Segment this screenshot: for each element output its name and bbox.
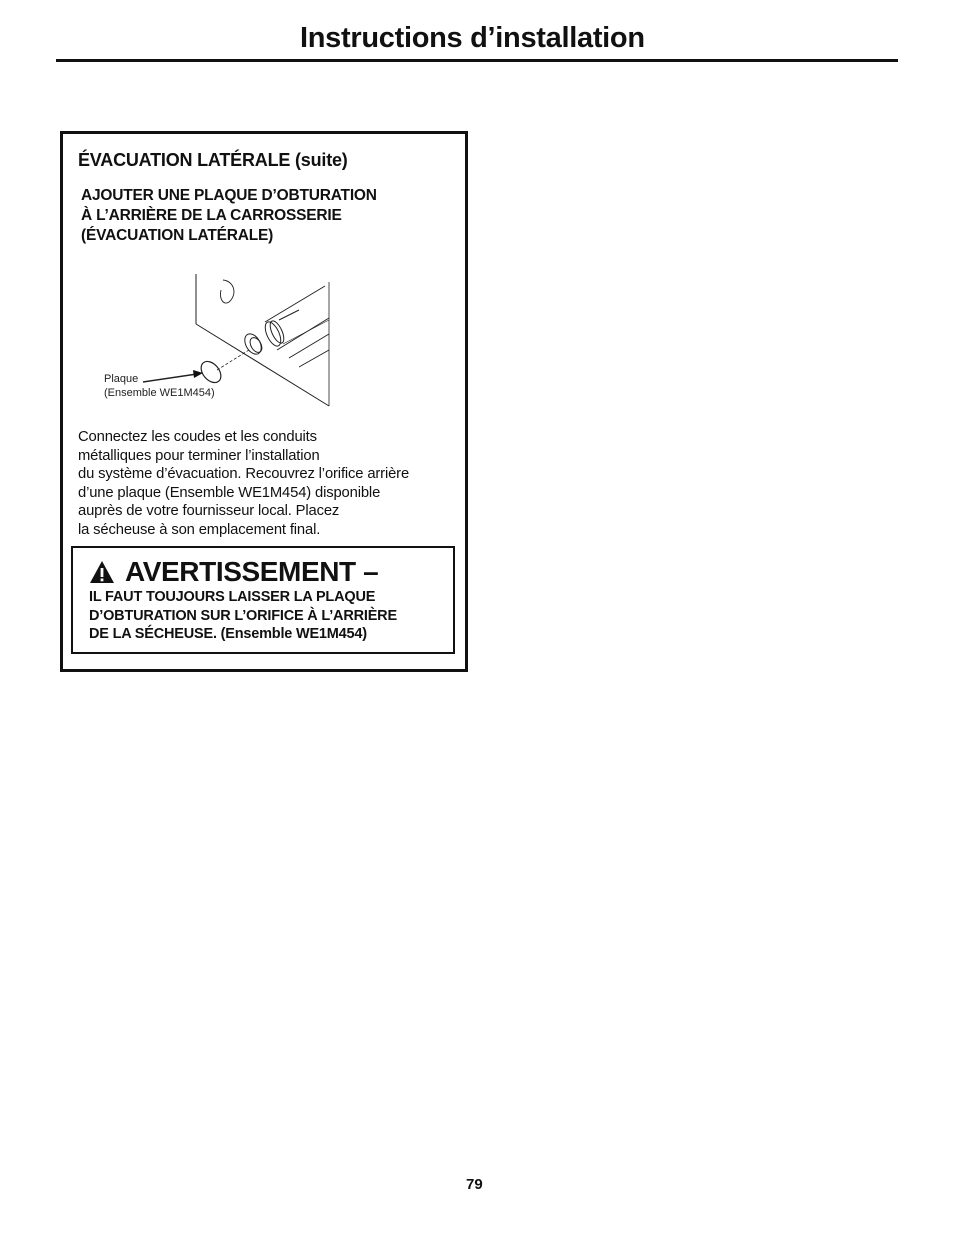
warning-line: IL FAUT TOUJOURS LAISSER LA PLAQUE [89,589,376,605]
sub-heading-line: (ÉVACUATION LATÉRALE) [81,227,274,244]
sub-heading-line: À L’ARRIÈRE DE LA CARROSSERIE [81,207,342,224]
page-title: Instructions d’installation [300,22,645,54]
sub-heading [81,186,377,246]
warning-line: D’OBTURATION SUR L’ORIFICE À L’ARRIÈRE [89,607,397,624]
body-text [78,428,409,540]
warning-box [71,546,455,654]
exhaust-plate-diagram [93,272,343,412]
warning-title-text: AVERTISSEMENT – [125,556,379,587]
warning-text [89,588,397,644]
body-line: auprès de votre fournisseur local. Placez [78,503,340,520]
warning-triangle-icon [89,560,115,584]
body-line: métalliques pour terminer l’installation [78,447,320,464]
instruction-panel [60,131,468,672]
page-number: 79 [466,1176,483,1193]
body-line: d’une plaque (Ensemble WE1M454) disponible [78,484,381,501]
body-line: la sécheuse à son emplacement final. [78,521,321,538]
warning-line: DE LA SÉCHEUSE. (Ensemble WE1M454) [89,626,367,642]
body-line: du système d’évacuation. Recouvrez l’orifice arrière [78,466,410,483]
body-line: Connectez les coudes et les conduits [78,429,317,445]
sub-heading-line: AJOUTER UNE PLAQUE D’OBTURATION [81,187,377,204]
title-rule [56,59,898,62]
diagram-label-kit: (Ensemble WE1M454) [104,387,215,399]
warning-title [89,556,378,588]
section-heading: ÉVACUATION LATÉRALE (suite) [78,150,348,170]
diagram-label-plate: Plaque [104,373,139,385]
